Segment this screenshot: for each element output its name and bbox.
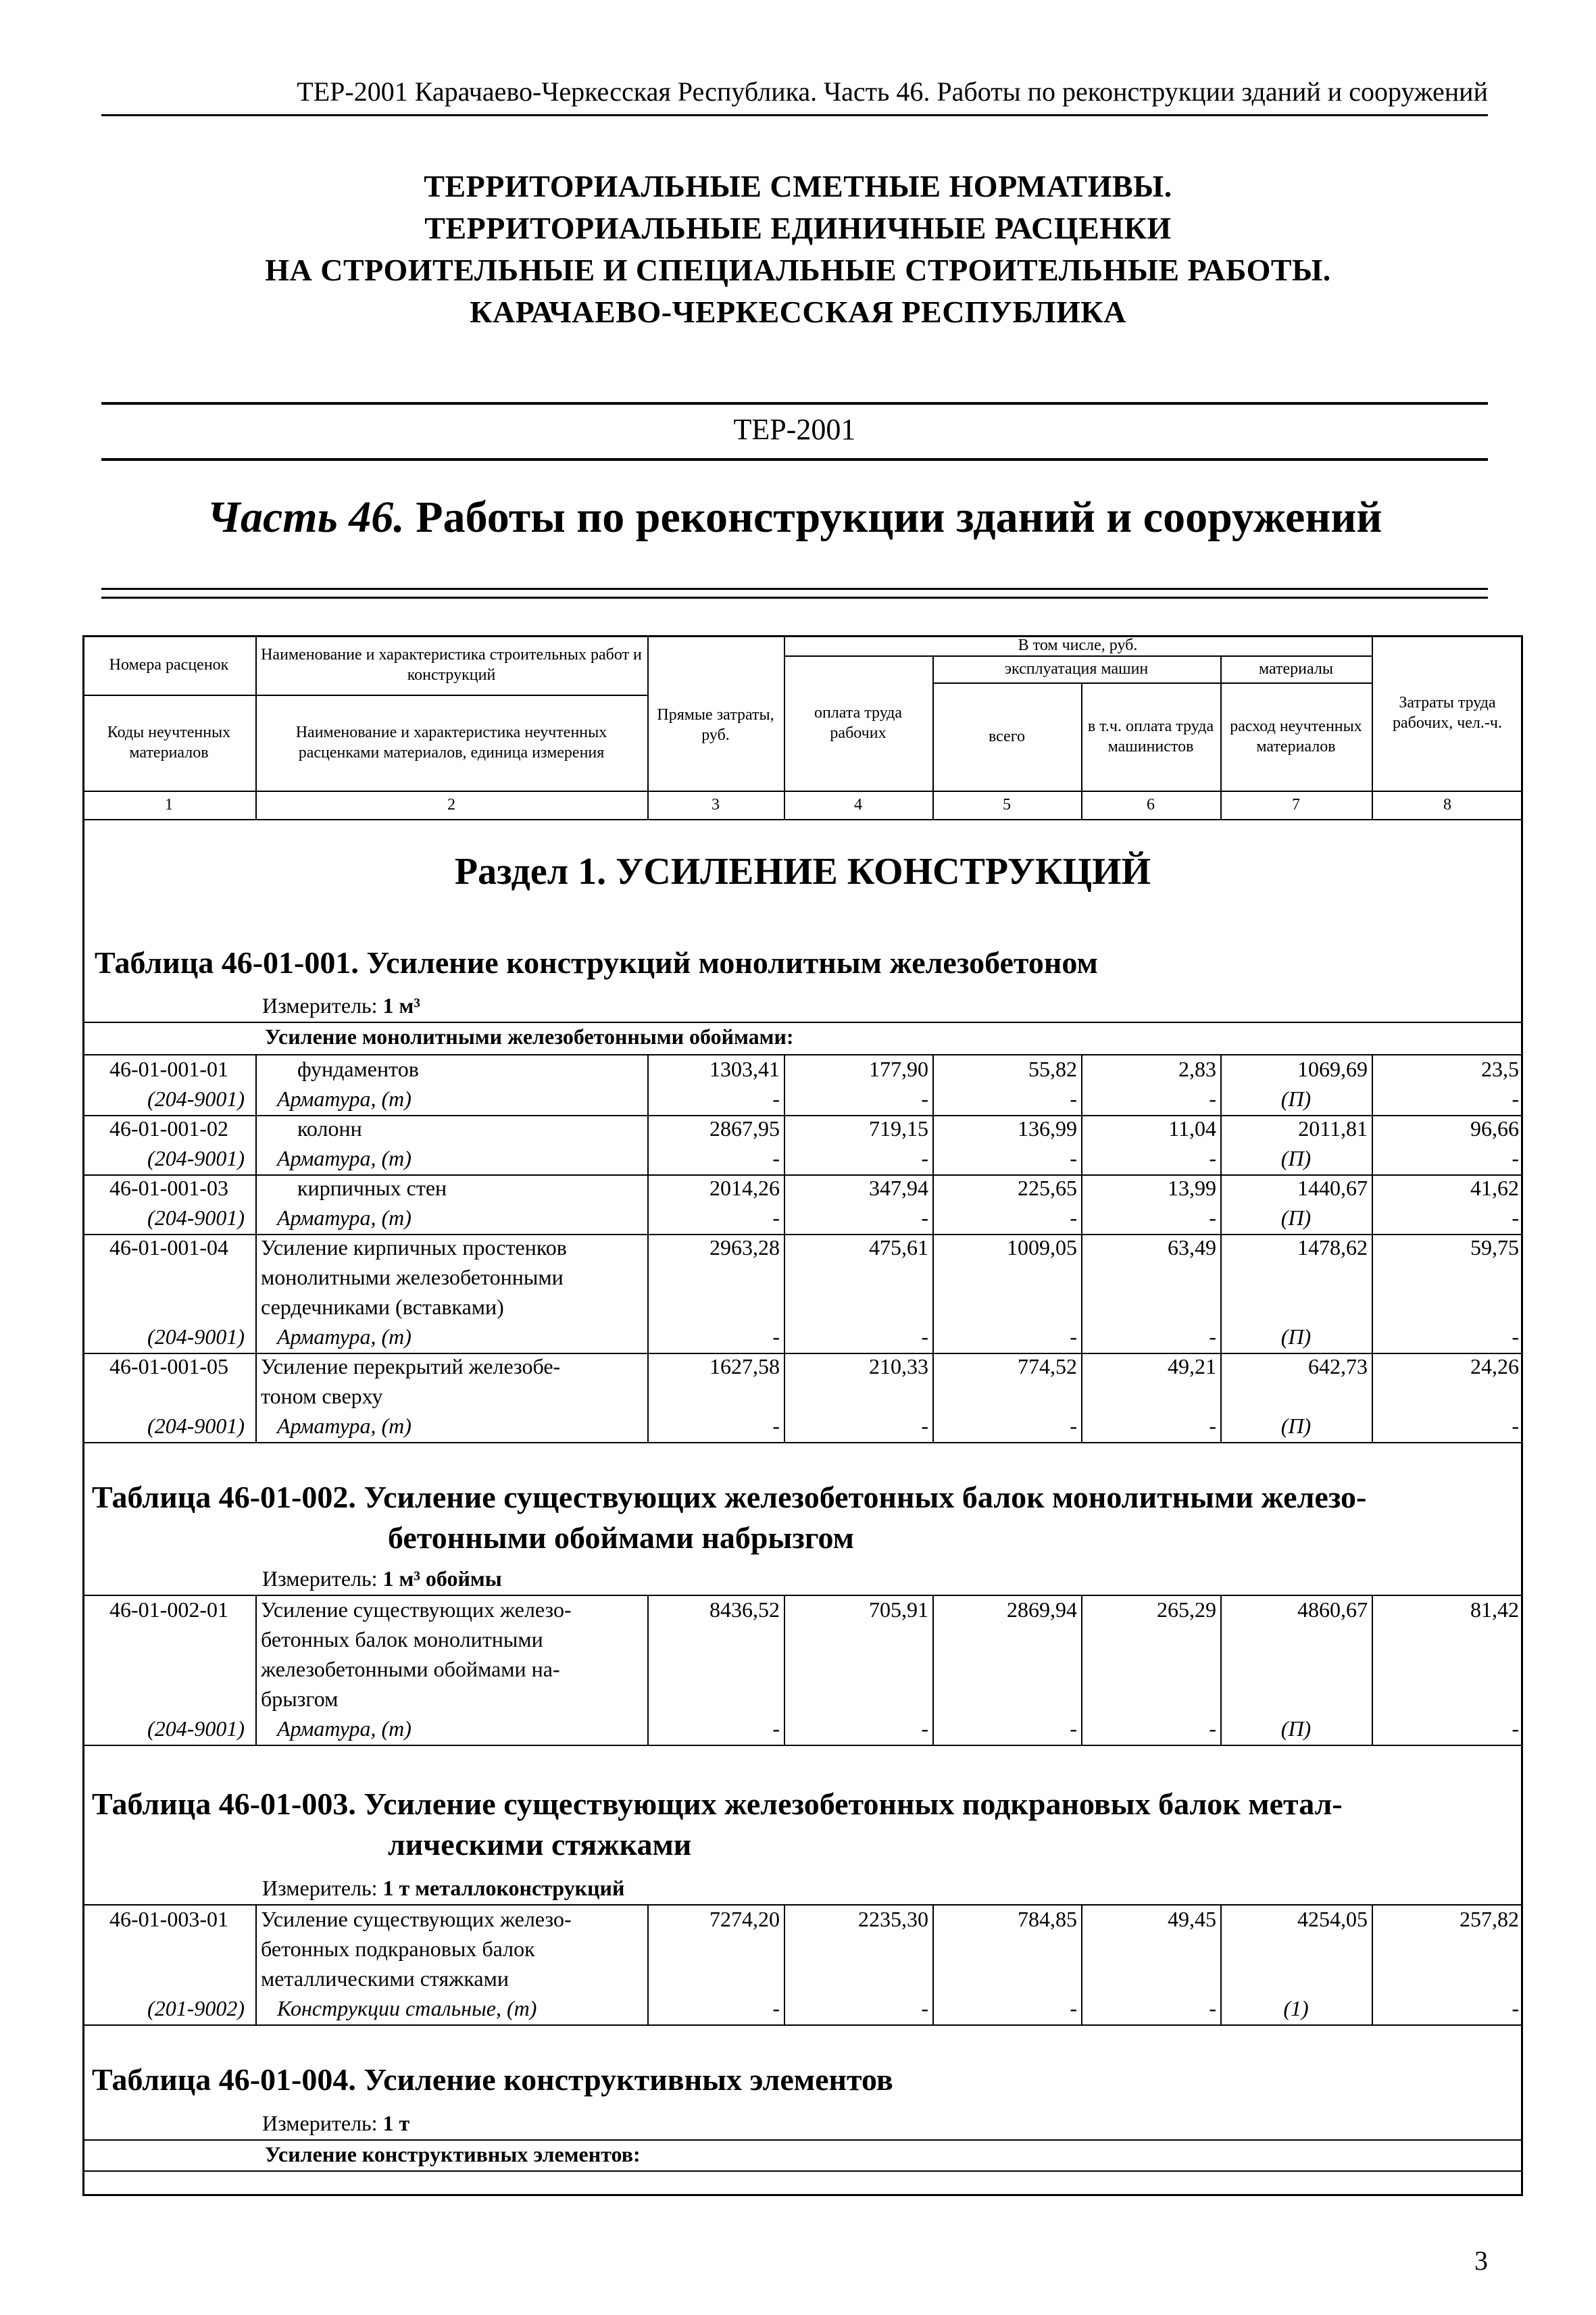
rate-code: 46-01-001-05 [109, 1354, 228, 1378]
cell-vline [784, 1174, 785, 1234]
dash-cell: - [1070, 1716, 1077, 1741]
cell-vline [647, 1234, 649, 1353]
dash-cell: - [1512, 1146, 1519, 1170]
value-cell: 59,75 [1470, 1235, 1519, 1260]
hdr-material-name: Наименование и характеристика неучтенных расценками материалов, единица измерения [295, 724, 607, 762]
work-name: фундаментов [297, 1057, 419, 1081]
value-cell: 177,90 [869, 1057, 928, 1081]
work-name-line: сердечниками (вставками) [261, 1295, 504, 1319]
rate-code: 46-01-001-01 [109, 1057, 228, 1081]
rate-code: 46-01-001-04 [109, 1235, 228, 1260]
dash-cell: - [921, 1716, 928, 1741]
cell-vline [1372, 1115, 1373, 1174]
material-name: Арматура, (т) [277, 1716, 412, 1741]
cell-vline [255, 1174, 257, 1234]
dash-cell: - [1512, 1205, 1519, 1230]
meter-label: Измеритель: [262, 2111, 383, 2135]
value-cell: 475,61 [869, 1235, 928, 1260]
work-name-line: Усиление существующих железо- [261, 1907, 572, 1931]
value-cell: 1303,41 [709, 1057, 780, 1081]
meter-value: 1 т [382, 2111, 410, 2135]
hdr-wages: оплата труда рабочих [814, 704, 903, 742]
cell-vline [255, 1596, 257, 1745]
work-name-line: тоном сверху [261, 1384, 383, 1408]
material-name: Конструкции стальные, (т) [277, 1996, 537, 2020]
cell-vline [255, 1115, 257, 1174]
part-name: Работы по реконструкции зданий и сооружений [416, 493, 1382, 542]
table-3-title-2: лическими стяжками [388, 1827, 692, 1862]
table-2-title-2: бетонными обоймами набрызгом [388, 1520, 854, 1555]
hdr-materials-sub: расход неучтенных материалов [1230, 718, 1362, 755]
dash-cell: - [921, 1087, 928, 1111]
dash-cell: - [772, 1996, 780, 2020]
value-cell: 81,42 [1470, 1597, 1519, 1622]
material-code: (204-9001) [147, 1146, 245, 1170]
value-cell: 2963,28 [709, 1235, 780, 1260]
dash-cell: - [772, 1414, 780, 1438]
cell-vline [784, 1596, 785, 1745]
rate-code: 46-01-001-02 [109, 1116, 228, 1141]
cell-vline [255, 1234, 257, 1353]
cell-vline [1081, 1055, 1082, 1115]
work-name-line: Усиление перекрытий железобе- [261, 1354, 561, 1378]
value-cell: 257,82 [1460, 1907, 1519, 1931]
material-mark: (П) [1280, 1414, 1312, 1438]
dash-cell: - [772, 1146, 780, 1170]
work-name-line: Усиление существующих железо- [261, 1597, 572, 1622]
cell-vline [647, 1906, 649, 2024]
dash-cell: - [772, 1205, 780, 1230]
meter-label: Измеритель: [262, 1566, 383, 1591]
material-mark: (П) [1280, 1087, 1312, 1111]
part-title [101, 492, 1488, 543]
hdr-num-5: 5 [1003, 796, 1011, 814]
dash-cell: - [1512, 1087, 1519, 1111]
cell-vline [1081, 1234, 1082, 1353]
value-cell: 225,65 [1018, 1176, 1077, 1200]
dash-cell: - [1209, 1087, 1216, 1111]
rule [82, 1595, 1523, 1596]
material-code: (204-9001) [147, 1205, 245, 1230]
dash-cell: - [772, 1087, 780, 1111]
dash-cell: - [921, 1996, 928, 2020]
value-cell: 2235,30 [858, 1907, 928, 1931]
value-cell: 2869,94 [1007, 1597, 1077, 1622]
table-1-title: Таблица 46-01-001. Усиление конструкций монолитным железобетоном [95, 945, 1098, 980]
hdr-direct-costs: Прямые затраты, руб. [657, 706, 774, 744]
cell-vline [255, 1353, 257, 1442]
value-cell: 265,29 [1157, 1597, 1216, 1622]
cell-vline [784, 1055, 785, 1115]
dash-cell: - [1209, 1716, 1216, 1741]
doc-title-line-3: НА СТРОИТЕЛЬНЫЕ И СПЕЦИАЛЬНЫЕ СТРОИТЕЛЬНЫЕ РАБОТЫ. [265, 253, 1331, 287]
dash-cell: - [921, 1146, 928, 1170]
dash-cell: - [921, 1324, 928, 1349]
hdr-work-name: Наименование и характеристика строительных работ и конструкций [261, 646, 642, 684]
value-cell: 2014,26 [709, 1176, 780, 1200]
hdr-materials: материалы [1258, 660, 1333, 678]
work-name-line: брызгом [261, 1687, 339, 1711]
value-cell: 774,52 [1018, 1354, 1077, 1378]
cell-vline [647, 1353, 649, 1442]
rule-top [101, 402, 1488, 405]
value-cell: 719,15 [869, 1116, 928, 1141]
cell-vline [1372, 1906, 1373, 2024]
work-name: кирпичных стен [297, 1176, 447, 1200]
material-mark: (П) [1280, 1205, 1312, 1230]
dash-cell: - [772, 1716, 780, 1741]
double-rule [101, 588, 1488, 599]
value-cell: 96,66 [1470, 1116, 1519, 1141]
dash-cell: - [1070, 1996, 1077, 2020]
page-number: 3 [1474, 2245, 1488, 2276]
hdr-num-8: 8 [1443, 796, 1451, 814]
hdr-material-codes: Коды неучтенных материалов [107, 724, 231, 762]
value-cell: 210,33 [869, 1354, 928, 1378]
cell-vline [932, 1174, 934, 1234]
cell-vline [784, 1353, 785, 1442]
material-name: Арматура, (т) [277, 1146, 412, 1170]
material-code: (204-9001) [147, 1324, 245, 1349]
rule [82, 2170, 1523, 2172]
section-title: Раздел 1. УСИЛЕНИЕ КОНСТРУКЦИЙ [454, 851, 1151, 893]
value-cell: 136,99 [1018, 1116, 1077, 1141]
dash-cell: - [1209, 1996, 1216, 2020]
cell-vline [647, 1174, 649, 1234]
cell-vline [1081, 1906, 1082, 2024]
row-rule [82, 1745, 1523, 1746]
doc-title-line-2: ТЕРРИТОРИАЛЬНЫЕ ЕДИНИЧНЫЕ РАСЦЕНКИ [424, 211, 1172, 245]
cell-vline [932, 1115, 934, 1174]
work-name-line: железобетонными обоймами на- [261, 1657, 560, 1681]
table-1-meter [262, 993, 420, 1018]
dash-cell: - [1070, 1324, 1077, 1349]
material-name: Арматура, (т) [277, 1087, 412, 1111]
rule [82, 1054, 1523, 1055]
hdr-num-3: 3 [712, 796, 720, 814]
table-2-title-1: Таблица 46-01-002. Усиление существующих железобетонных балок монолитными железо- [92, 1480, 1367, 1514]
rule [82, 2139, 1523, 2141]
cell-vline [932, 1596, 934, 1745]
value-cell: 55,82 [1028, 1057, 1077, 1081]
rule [82, 1022, 1523, 1023]
rate-code: 46-01-002-01 [109, 1597, 228, 1622]
value-cell: 1009,05 [1007, 1235, 1077, 1260]
work-name-line: Усиление кирпичных простенков [261, 1235, 567, 1260]
dash-cell: - [921, 1205, 928, 1230]
value-cell: 11,04 [1168, 1116, 1216, 1141]
table-4-title: Таблица 46-01-004. Усиление конструктивных элементов [92, 2062, 893, 2097]
dash-cell: - [1512, 1414, 1519, 1438]
dash-cell: - [772, 1324, 780, 1349]
cell-vline [932, 1906, 934, 2024]
value-cell: 2867,95 [709, 1116, 780, 1141]
cell-vline [1372, 1234, 1373, 1353]
meter-label: Измеритель: [262, 1876, 383, 1900]
dash-cell: - [921, 1414, 928, 1438]
value-cell: 2,83 [1178, 1057, 1216, 1081]
work-name-line: металлическими стяжками [261, 1966, 509, 1991]
dash-cell: - [1070, 1087, 1077, 1111]
dash-cell: - [1209, 1146, 1216, 1170]
cell-vline [1372, 1353, 1373, 1442]
cell-vline [255, 1055, 257, 1115]
material-code: (201-9002) [147, 1996, 245, 2020]
table-3-title-1: Таблица 46-01-003. Усиление существующих железобетонных подкрановых балок метал- [92, 1787, 1343, 1821]
standard-code: ТЕР-2001 [733, 413, 856, 446]
table-4-meter [262, 2111, 409, 2136]
cell-vline [647, 1055, 649, 1115]
material-mark: (П) [1280, 1146, 1312, 1170]
cell-vline [647, 1115, 649, 1174]
value-cell: 8436,52 [709, 1597, 780, 1622]
table-1-group: Усиление монолитными железобетонными обоймами: [265, 1024, 794, 1049]
dash-cell: - [1070, 1205, 1077, 1230]
running-header: ТЕР-2001 Карачаево-Черкесская Республика. Часть 46. Работы по реконструкции зданий и сооружений [101, 76, 1488, 116]
dash-cell: - [1209, 1205, 1216, 1230]
hdr-including: В том числе, руб. [1018, 637, 1138, 654]
meter-value: 1 т металлоконструкций [382, 1876, 625, 1900]
value-cell: 784,85 [1018, 1907, 1077, 1931]
work-name-line: монолитными железобетонными [261, 1265, 564, 1289]
work-name-line: бетонных балок монолитными [261, 1627, 543, 1651]
cell-vline [1081, 1174, 1082, 1234]
value-cell: 1440,67 [1297, 1176, 1368, 1200]
material-mark: (П) [1280, 1324, 1312, 1349]
cell-vline [932, 1234, 934, 1353]
cell-vline [1081, 1596, 1082, 1745]
cell-vline [1081, 1353, 1082, 1442]
value-cell: 2011,81 [1298, 1116, 1368, 1141]
meter-value: 1 м³ [382, 993, 420, 1018]
hdr-num-6: 6 [1147, 796, 1155, 814]
dash-cell: - [1209, 1324, 1216, 1349]
cell-vline [1372, 1055, 1373, 1115]
cell-vline [1372, 1174, 1373, 1234]
work-name-line: бетонных подкрановых балок [261, 1937, 535, 1961]
value-cell: 1627,58 [709, 1354, 780, 1378]
table-2-meter [262, 1566, 502, 1591]
value-cell: 13,99 [1168, 1176, 1216, 1200]
doc-title-line-1: ТЕРРИТОРИАЛЬНЫЕ СМЕТНЫЕ НОРМАТИВЫ. [424, 169, 1172, 203]
row-rule [82, 2024, 1523, 2026]
value-cell: 63,49 [1168, 1235, 1216, 1260]
dash-cell: - [1070, 1414, 1077, 1438]
rule-bottom [101, 458, 1488, 461]
value-cell: 41,62 [1470, 1176, 1519, 1200]
cell-vline [784, 1115, 785, 1174]
value-cell: 49,45 [1168, 1907, 1216, 1931]
dash-cell: - [1512, 1716, 1519, 1741]
hdr-num-4: 4 [854, 796, 862, 814]
dash-cell: - [1070, 1146, 1077, 1170]
document-title-block [95, 166, 1501, 333]
cell-vline [784, 1906, 785, 2024]
hdr-num-2: 2 [447, 796, 455, 814]
rule [82, 1904, 1523, 1906]
material-name: Арматура, (т) [277, 1205, 412, 1230]
hdr-rate-numbers: Номера расценок [109, 656, 229, 674]
value-cell: 4860,67 [1297, 1597, 1368, 1622]
value-cell: 642,73 [1308, 1354, 1368, 1378]
value-cell: 24,26 [1470, 1354, 1519, 1378]
cell-vline [932, 1055, 934, 1115]
hdr-machinist-wages: в т.ч. оплата труда машинистов [1087, 718, 1214, 755]
work-name: колонн [297, 1116, 362, 1141]
dash-cell: - [1209, 1414, 1216, 1438]
meter-label: Измеритель: [262, 993, 383, 1018]
value-cell: 1478,62 [1297, 1235, 1368, 1260]
hdr-hline [82, 819, 1523, 820]
value-cell: 49,21 [1168, 1354, 1216, 1378]
value-cell: 23,5 [1481, 1057, 1519, 1081]
value-cell: 705,91 [869, 1597, 928, 1622]
value-cell: 347,94 [869, 1176, 928, 1200]
material-mark: (П) [1280, 1716, 1312, 1741]
material-name: Арматура, (т) [277, 1414, 412, 1438]
dash-cell: - [1512, 1996, 1519, 2020]
material-code: (204-9001) [147, 1087, 245, 1111]
material-name: Арматура, (т) [277, 1324, 412, 1349]
rate-code: 46-01-003-01 [109, 1907, 228, 1931]
value-cell: 1069,69 [1297, 1057, 1368, 1081]
meter-value: 1 м³ обоймы [382, 1566, 502, 1591]
hdr-machines-total: всего [988, 728, 1026, 745]
cell-vline [932, 1353, 934, 1442]
part-label: Часть 46. [207, 493, 405, 542]
table-4-group: Усиление конструктивных элементов: [265, 2142, 641, 2166]
cell-vline [1372, 1596, 1373, 1745]
doc-title-line-4: КАРАЧАЕВО-ЧЕРКЕССКАЯ РЕСПУБЛИКА [470, 295, 1126, 329]
material-mark: (1) [1283, 1996, 1309, 2020]
material-code: (204-9001) [147, 1414, 245, 1438]
dash-cell: - [1512, 1324, 1519, 1349]
cell-vline [784, 1234, 785, 1353]
value-cell: 4254,05 [1297, 1907, 1368, 1931]
rate-code: 46-01-001-03 [109, 1176, 228, 1200]
hdr-labor: Затраты труда рабочих, чел.-ч. [1393, 694, 1502, 732]
cell-vline [1081, 1115, 1082, 1174]
cell-vline [647, 1596, 649, 1745]
value-cell: 7274,20 [709, 1907, 780, 1931]
hdr-machines: эксплуатация машин [1004, 660, 1149, 678]
hdr-num-7: 7 [1292, 796, 1300, 814]
table-3-meter [262, 1876, 624, 1901]
material-code: (204-9001) [147, 1716, 245, 1741]
hdr-num-1: 1 [165, 796, 173, 814]
row-rule [82, 1442, 1523, 1443]
cell-vline [255, 1906, 257, 2024]
